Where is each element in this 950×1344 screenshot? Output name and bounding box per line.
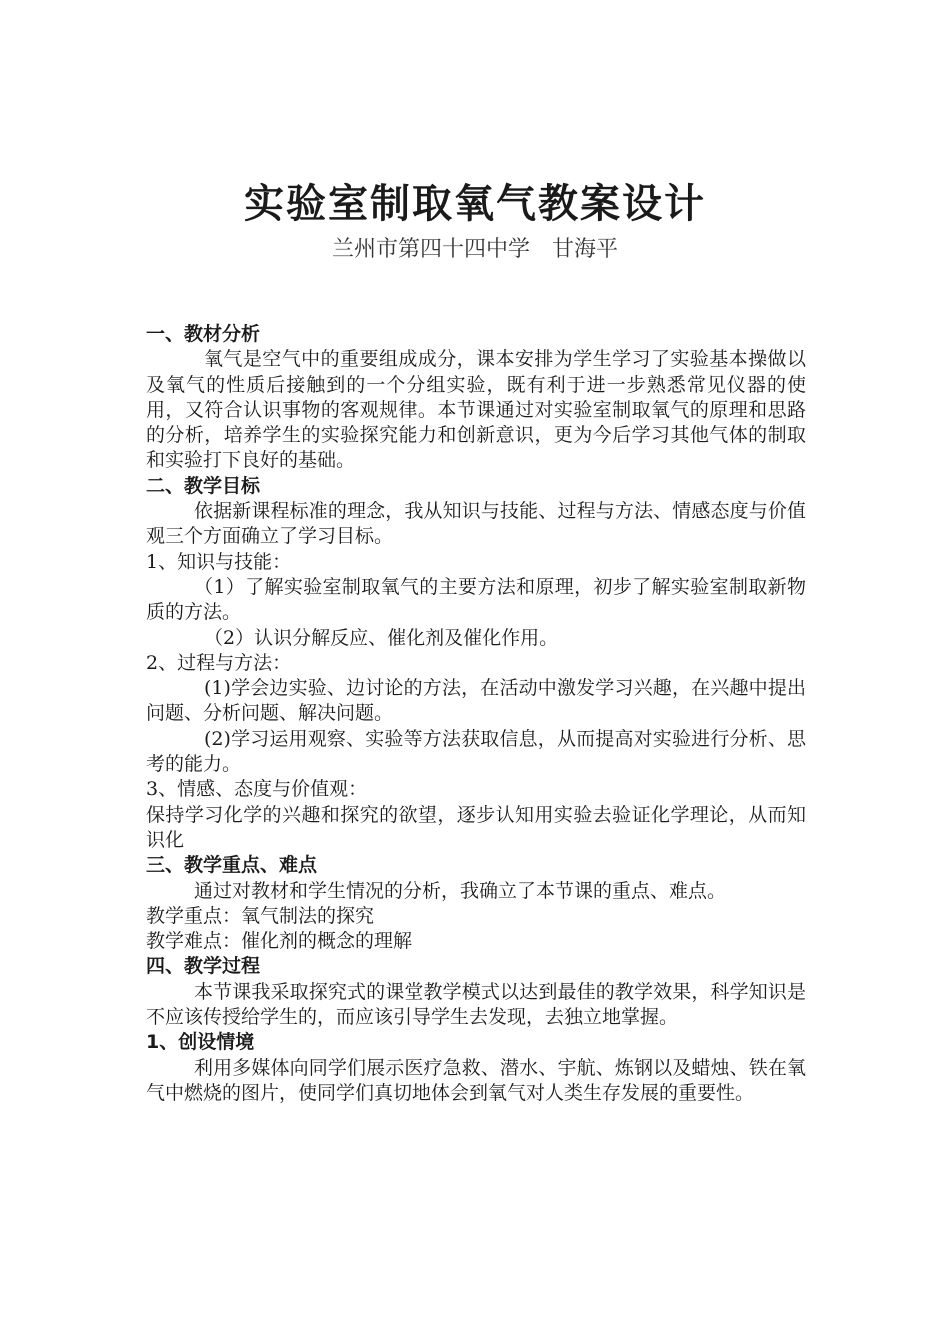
section-heading-teaching-process: 四、教学过程 <box>146 955 261 978</box>
document-subtitle: 兰州市第四十四中学 甘海平 <box>331 237 618 262</box>
subheading-emotion-values: 3、情感、态度与价值观： <box>146 778 368 801</box>
paragraph: 本节课我采取探究式的课堂教学模式以达到最佳的教学效果，科学知识是不应该传授给学生的，而应该引导学生去发现，去独立地掌握。 <box>146 980 806 1029</box>
subheading-knowledge-skills: 1、知识与技能： <box>146 550 292 573</box>
section-heading-material-analysis: 一、教材分析 <box>146 323 261 345</box>
paragraph: 保持学习化学的兴趣和探究的欲望，逐步认知用实验去验证化学理论，从而知识化 <box>146 803 806 851</box>
document-body <box>146 322 806 1106</box>
document-title: 实验室制取氧气教案设计 <box>244 181 706 227</box>
paragraph: 通过对教材和学生情况的分析，我确立了本节课的重点、难点。 <box>194 879 727 902</box>
section-heading-key-points: 三、教学重点、难点 <box>146 854 318 877</box>
paragraph: 氧气是空气中的重要组成成分，课本安排为学生学习了实验基本操做以及氧气的性质后接触到的一个分组实验，既有利于进一步熟悉常见仪器的使用，又符合认识事物的客观规律。本节课通过对实验室制取氧气的原理和思路的分析，培养学生的实验探究能力和创新意识，更为今后学习其他气体的制取和实验打下良好的基础。 <box>146 348 806 472</box>
paragraph: 依据新课程标准的理念，我从知识与技能、过程与方法、情感态度与价值观三个方面确立了学习目标。 <box>146 500 806 548</box>
list-item: （2）认识分解反应、催化剂及催化作用。 <box>204 626 559 649</box>
list-item: (2)学习运用观察、实验等方法获取信息，从而提高对实验进行分析、思考的能力。 <box>146 727 806 776</box>
list-item: (1)学会边实验、边讨论的方法，在活动中激发学习兴趣，在兴趣中提出问题、分析问题、解决问题。 <box>146 677 806 725</box>
key-point-line: 教学重点：氧气制法的探究 <box>146 904 375 927</box>
difficulty-line: 教学难点：催化剂的概念的理解 <box>146 930 413 953</box>
subheading-create-scenario: 1、创设情境 <box>146 1031 255 1054</box>
list-item: （1）了解实验室制取氧气的主要方法和原理，初步了解实验室制取新物质的方法。 <box>146 575 806 624</box>
paragraph: 利用多媒体向同学们展示医疗急救、潜水、宇航、炼钢以及蜡烛、铁在氧气中燃烧的图片，使同学们真切地体会到氧气对人类生存发展的重要性。 <box>146 1056 806 1104</box>
section-heading-teaching-goals: 二、教学目标 <box>146 474 261 497</box>
subheading-process-method: 2、过程与方法： <box>146 651 292 674</box>
